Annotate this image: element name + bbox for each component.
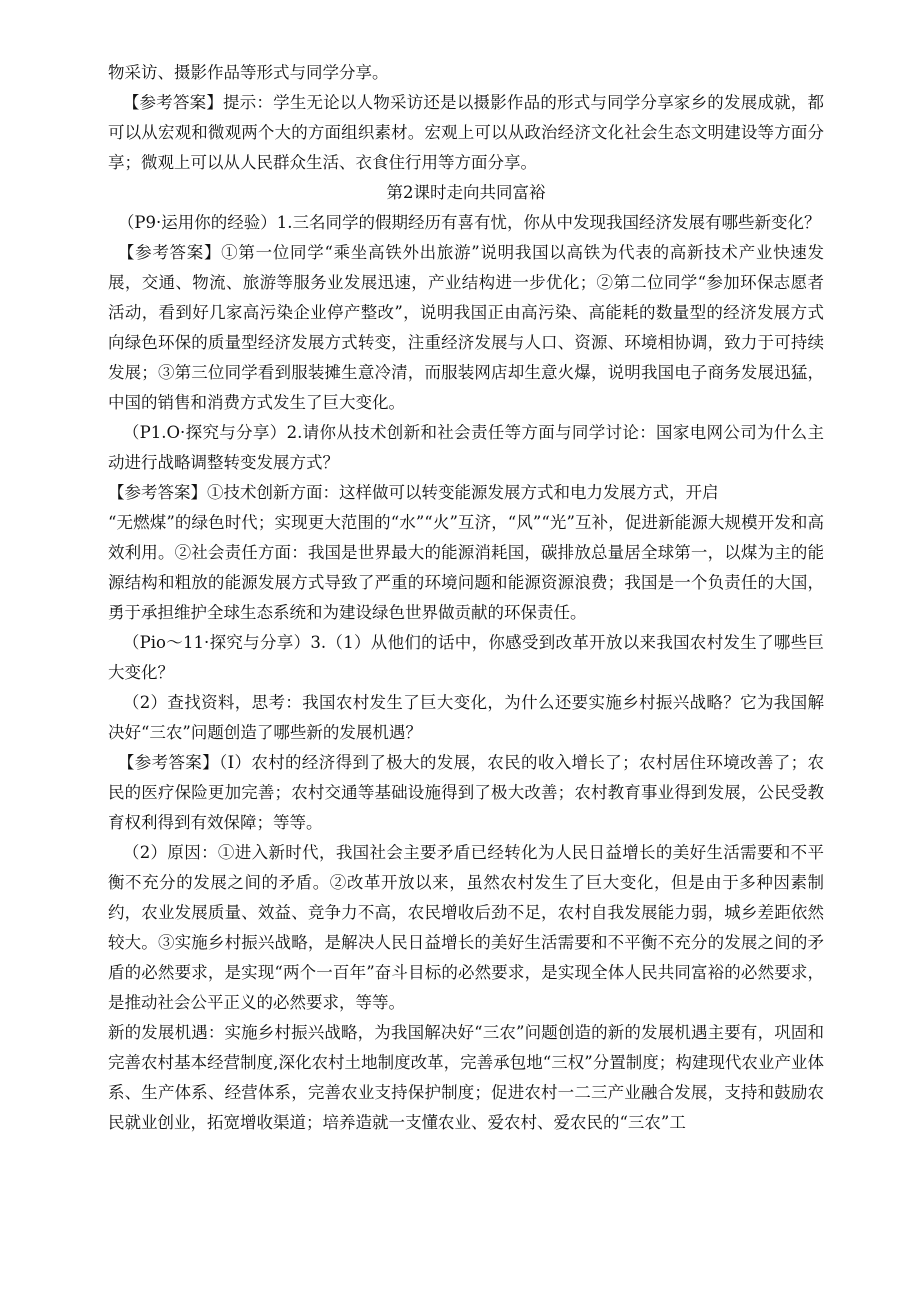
paragraph-answer-3-2-opportunities: 新的发展机遇：实施乡村振兴战略，为我国解决好“三农”问题创造的新的发展机遇主要有，巩固和完善农村基本经营制度,深化农村土地制度改革，完善承包地“三权”分置制度；构建现代农业产业体系、生产体系、经营体系，完善农业支持保护制度；促进农村一二三产业融合发展，支持和鼓励农民就业创业，拓宽增收渠道；培养造就一支懂农业、爱农村、爱农民的“三农”工 xyxy=(108,1023,824,1132)
paragraph-intro-continuation: 物采访、摄影作品等形式与同学分享。 xyxy=(108,63,389,82)
paragraph-question-3-1: （Pio～11·探究与分享）3.（1）从他们的话中，你感受到改革开放以来我国农村发生了哪些巨大变化？ xyxy=(108,633,824,682)
paragraph-answer-2-continued: “无燃煤”的绿色时代；实现更大范围的“水”“火”互济，“风”“光”互补，促进新能源大规模开发和高效利用。②社会责任方面：我国是世界最大的能源消耗国，碳排放总量居全球第一，以煤为主的能源结构和粗放的能源发展方式导致了严重的环境问题和能源资源浪费；我国是一个负责任的大国，勇于承担维护全球生态系统和为建设绿色世界做贡献的环保责任。 xyxy=(108,513,824,622)
paragraph-question-2: （P1.O·探究与分享）2.请你从技术创新和社会责任等方面与同学讨论：国家电网公司为什么主动进行战略调整转变发展方式？ xyxy=(108,423,824,472)
section-heading: 第2课时走向共同富裕 xyxy=(386,183,546,202)
paragraph-answer-2-start: 【参考答案】①技术创新方面：这样做可以转变能源发展方式和电力发展方式，开启 xyxy=(108,483,719,502)
paragraph-answer-1: 【参考答案】①第一位同学“乘坐高铁外出旅游”说明我国以高铁为代表的高新技术产业快速发展，交通、物流、旅游等服务业发展迅速，产业结构进一步优化；②第二位同学“参加环保志愿者活动，看到好几家高污染企业停产整改”，说明我国正由高污染、高能耗的数量型的经济发展方式向绿色环保的质量型经济发展方式转变，注重经济发展与人口、资源、环境相协调，致力于可持续发展；③第三位同学看到服装摊生意冷清，而服装网店却生意火爆，说明我国电子商务发展迅猛，中国的销售和消费方式发生了巨大变化。 xyxy=(108,243,824,412)
document-page xyxy=(108,58,824,1138)
paragraph-answer-3-1: 【参考答案】（I）农村的经济得到了极大的发展，农民的收入增长了；农村居住环境改善了；农民的医疗保险更加完善；农村交通等基础设施得到了极大改善；农村教育事业得到发展，公民受教育权利得到有效保障；等等。 xyxy=(108,753,824,832)
paragraph-answer-hometown: 【参考答案】提示：学生无论以人物采访还是以摄影作品的形式与同学分享家乡的发展成就，都可以从宏观和微观两个大的方面组织素材。宏观上可以从政治经济文化社会生态文明建设等方面分享；微观上可以从人民群众生活、衣食住行用等方面分享。 xyxy=(108,93,824,172)
paragraph-question-3-2: （2）查找资料，思考：我国农村发生了巨大变化，为什么还要实施乡村振兴战略？它为我国解决好“三农”问题创造了哪些新的发展机遇？ xyxy=(108,693,824,742)
paragraph-answer-3-2-reasons: （2）原因：①进入新时代，我国社会主要矛盾已经转化为人民日益增长的美好生活需要和不平衡不充分的发展之间的矛盾。②改革开放以来，虽然农村发生了巨大变化，但是由于多种因素制约，农业发展质量、效益、竞争力不高，农民增收后劲不足，农村自我发展能力弱，城乡差距依然较大。③实施乡村振兴战略，是解决人民日益增长的美好生活需要和不平衡不充分的发展之间的矛盾的必然要求，是实现“两个一百年”奋斗目标的必然要求，是实现全体人民共同富裕的必然要求，是推动社会公平正义的必然要求，等等。 xyxy=(108,843,824,1012)
paragraph-question-1: （P9·运用你的经验）1.三名同学的假期经历有喜有忧，你从中发现我国经济发展有哪些新变化？ xyxy=(117,213,821,232)
